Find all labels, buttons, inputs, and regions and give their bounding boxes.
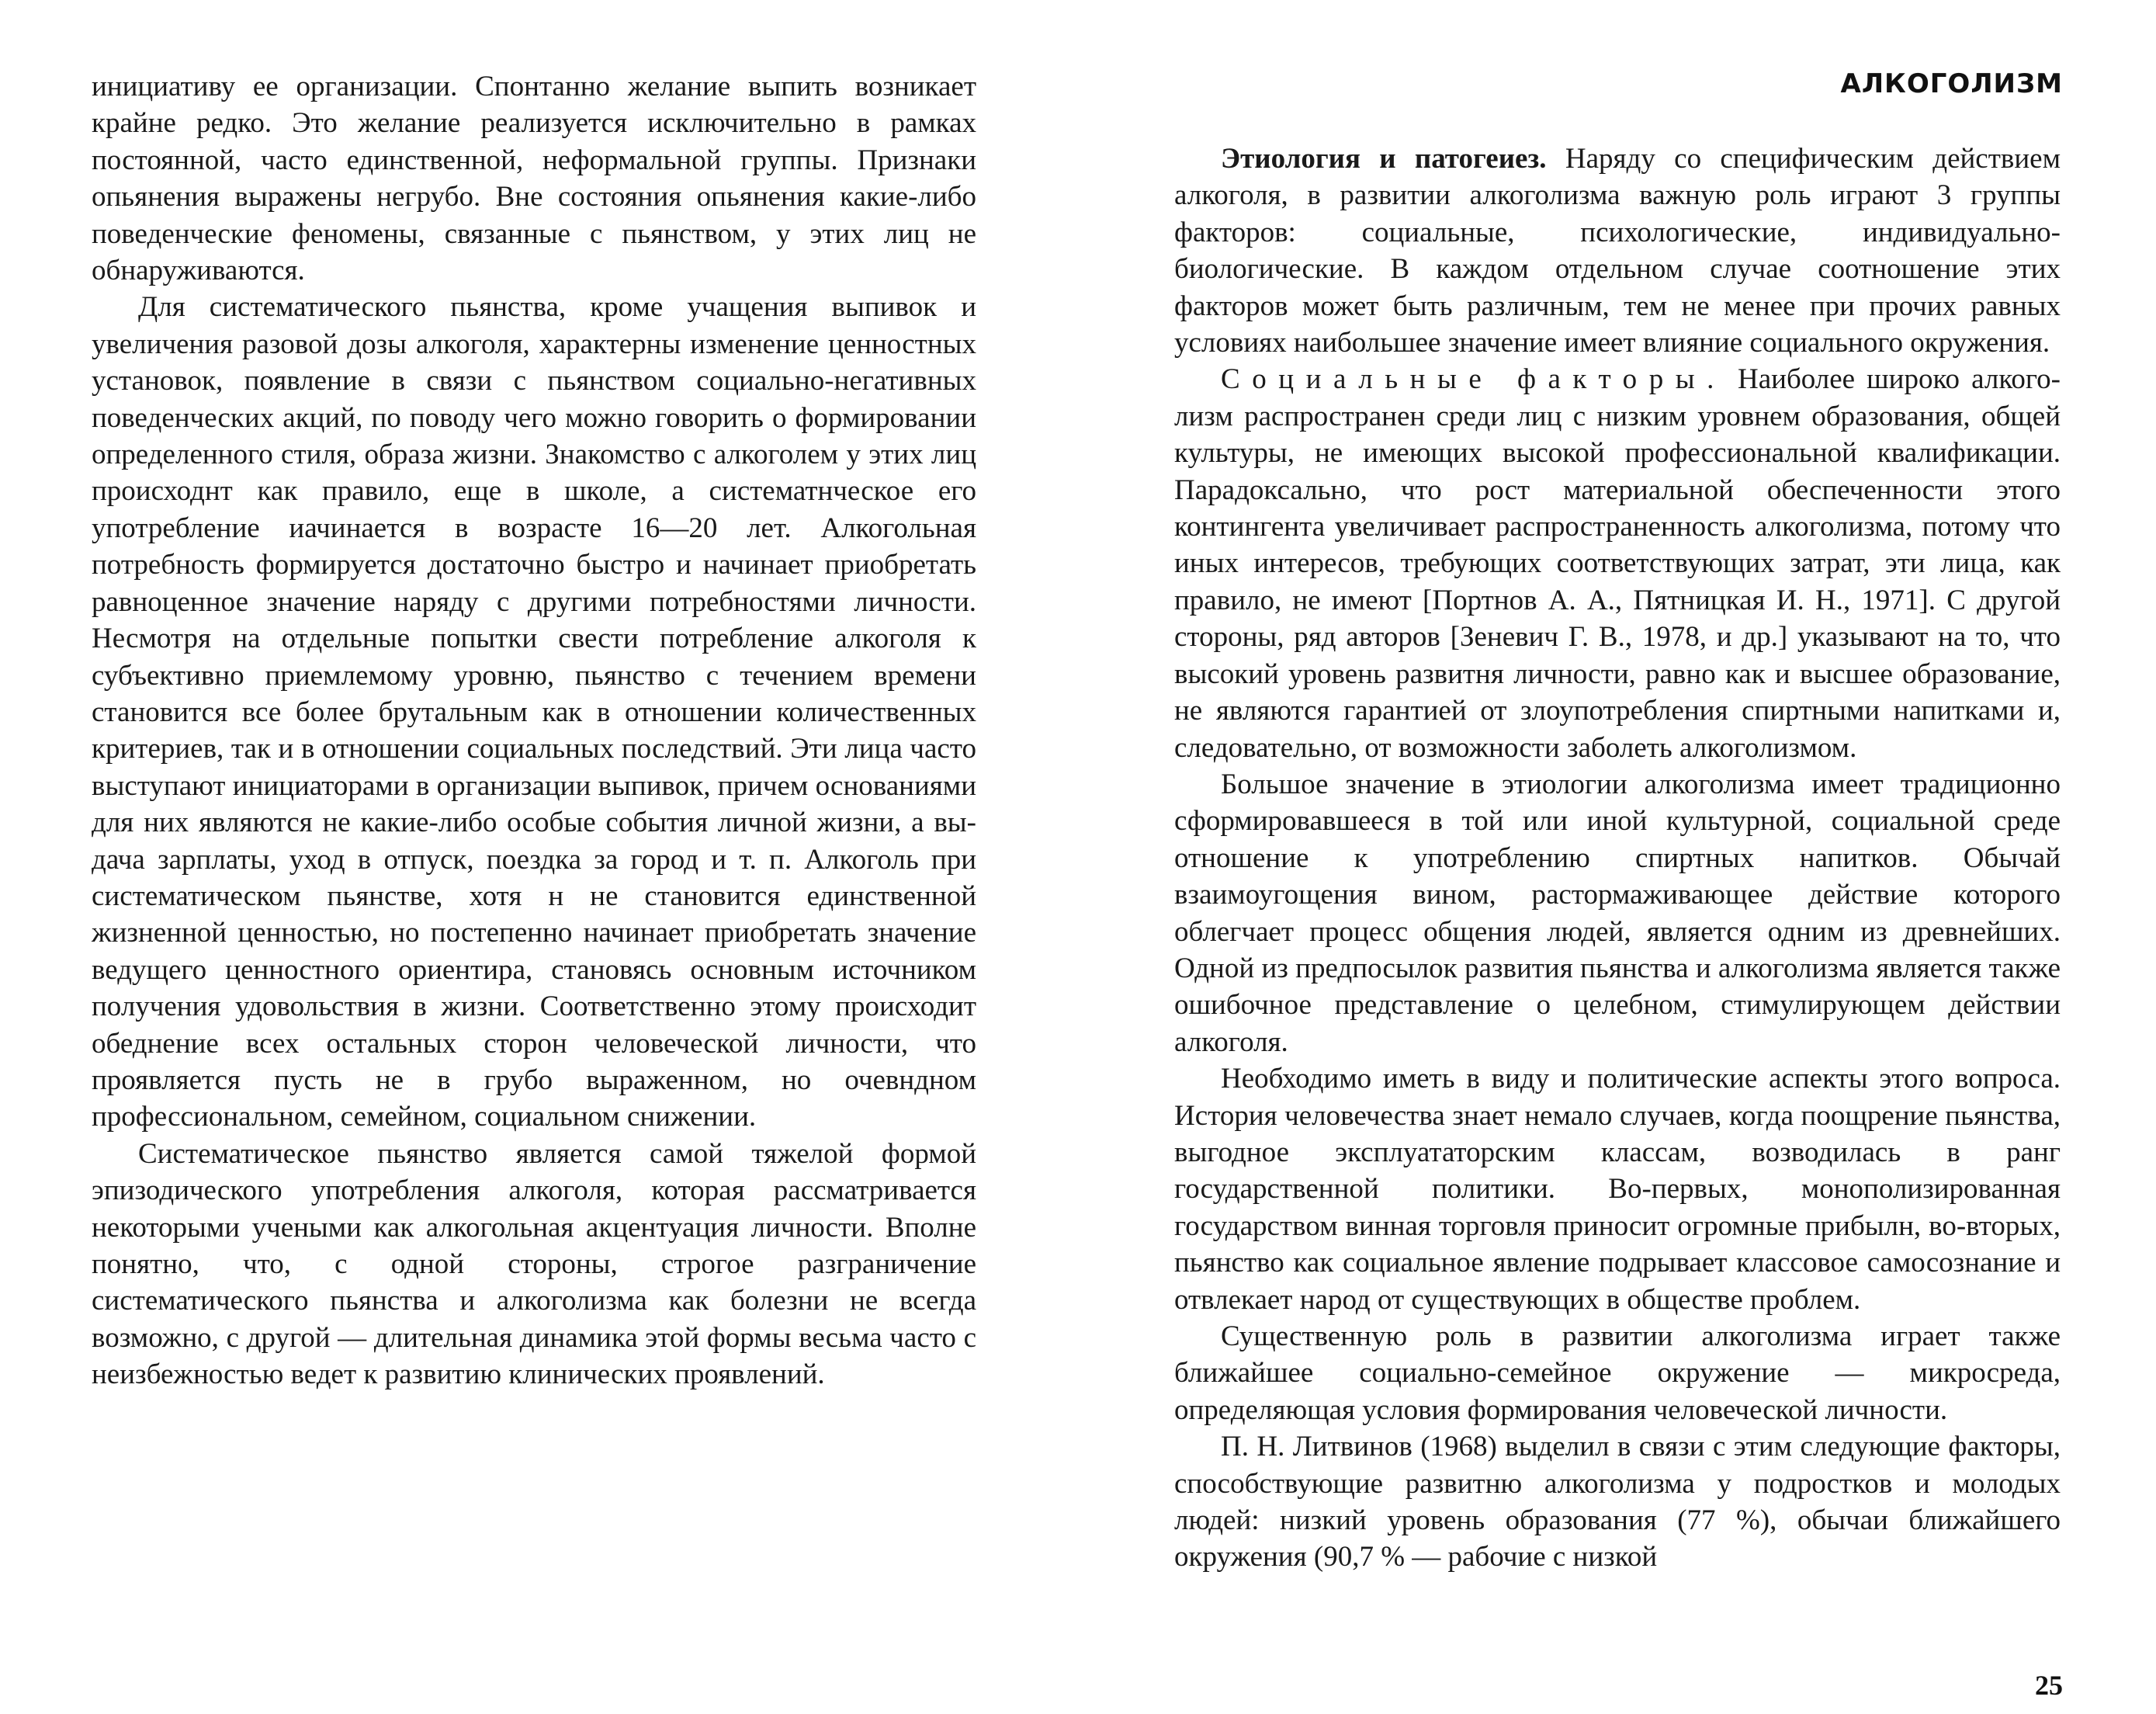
social-factors-heading: Социальные факторы. <box>1221 363 1726 396</box>
left-page-text <box>92 68 976 1393</box>
etiology-body: Наряду со специфическим действием алкоголя, в развитии алкоголизма важную роль играют 3 группы факторов: социальные, психологические, индивидуально-биологические. В каждом отдельном случае соотношение этих факторов может быть различным, тем не менее при прочих равных условиях наибольшее значение имеет влияние социального окружения. <box>1174 143 2061 359</box>
left-paragraph-1: инициативу ее организации. Спонтанно желание выпить возникает крайне редко. Это желание реализуется исключительно в рамках постоянной, часто единственной, неформальной группы. Признаки опьянения выражены негрубо. Вне состояния опьянения какие-либо поведенческие феномены, связанные с пьянством, у этих лиц не обнаруживаются. <box>92 71 976 287</box>
right-page-text <box>1174 141 2061 1576</box>
page-number: 25 <box>2035 1670 2063 1701</box>
etiology-heading: Этиология и патогеиез. <box>1221 143 1547 175</box>
social-factors-body: Наиболее широко алкоголизм распространен среди лиц с низким уровнем образования, общей культуры, не имеющих высокой профессиональной квалификации. Парадоксально, что рост материальной обеспеченности этого контингента увеличивает распространенность алкоголизма, потому что иных интересов, требующих соответствующих затрат, эти лица, как правило, не имеют [Портнов А. А., Пятницкая И. Н., 1971]. С другой стороны, ряд авторов [Зеневич Г. В., 1978, и др.] указывают на то, что высокий уровень развитня личности, равно как и высшее образование, не являются гарантией от злоупотребления спиртными напитками и, следовательно, от возможности заболеть алкоголизмом. <box>1174 363 2061 764</box>
left-paragraph-3: Систематическое пьянство является самой тяжелой формой эпизодического употребления алкоголя, которая рассматривается некоторыми учеными как алкогольная акцентуация личности. Вполне понятно, что, с одной стороны, строгое разграничение систематического пьянства и алкоголизма как болезни не всегда возможно, с другой — длительная динамика этой формы весьма часто с неизбежностью ведет к развитию клинических проявлений. <box>92 1137 976 1391</box>
right-paragraph-social <box>1174 361 2061 765</box>
right-paragraph-6: П. Н. Литвинов (1968) выделил в связи с этим следующие факторы, способствующие развитню алкоголизма у подростков и молодых людей: низкий уровень образования (77 %), обычаи ближайшего окружения (90,7 % — рабочие с низкой <box>1174 1431 2061 1573</box>
right-paragraph-etiology <box>1174 141 2061 361</box>
right-paragraph-5: Существенную роль в развитии алкоголизма играет также ближайшее социально-семейное окружение — микросреда, определяющая условия формирования человеческой личности. <box>1174 1320 2061 1426</box>
running-head: АЛКОГОЛИЗМ <box>1840 68 2063 99</box>
right-paragraph-3: Большое значение в этиологии алкоголизма имеет традиционно сформировавшееся в той или иной культурной, социальной среде отношение к употреблению спиртных напитков. Обычай взаимоугощения вином, растормаживающее действие которого облегчает процесс общения людей, является одним из древнейших. Одной из предпосылок развития пьянства и алкоголизма является также ошибочное представление о целебном, стимулирующем действии алкоголя. <box>1174 768 2061 1058</box>
left-paragraph-2: Для систематического пьянства, кроме учащения выпивок и увеличения разовой дозы алкоголя, характерны изменение ценностных установок, появление в связи с пьянством социально-негативных поведенческих акций, по поводу чего можно говорить о формировании определенного стиля, образа жизни. Знакомство с алкоголем у этих лиц происходнт как правило, еще в школе, а систематнческое его употребление иачинается в возрасте 16—20 лет. Алкогольная потребность формируется достаточно быстро и начинает приобретать равноценное значение наряду с другими потребностями личности. Несмотря на отдельные попытки свести потребление алкоголя к субъективно приемлемому уровню, пьянство с течением времени становится все более брутальным как в отношении количественных критериев, так и в отношении социальных последствий. Эти лица часто выступают инициаторами в организации выпивок, причем основаниями для них являются не какие-либо особые события личной жизни, а выдача зарплаты, уход в отпуск, поездка за город и т. п. Алкоголь при систематическом пьянстве, хотя н не становится единственной жизненной ценностью, но постепенно начинает приобретать значение ведущего ценностного ориентира, становясь основным источником получения удовольствия в жизни. Соответственно этому происходит обеднение всех остальных сторон человеческой личности, что проявляется пусть не в грубо выраженном, но очевндном профессиональном, семейном, социальном снижении. <box>92 291 976 1133</box>
right-paragraph-4: Необходимо иметь в виду и политические аспекты этого вопроса. История человечества знает немало случаев, когда поощрение пьянства, выгодное эксплуататорским классам, возводилась в ранг государственной политики. Во-первых, монополизированная государством винная торговля приносит огромные прибылн, во-вторых, пьянство как социальное явление подрывает классовое самосознание и отвлекает народ от существующих в обществе проблем. <box>1174 1063 2061 1316</box>
